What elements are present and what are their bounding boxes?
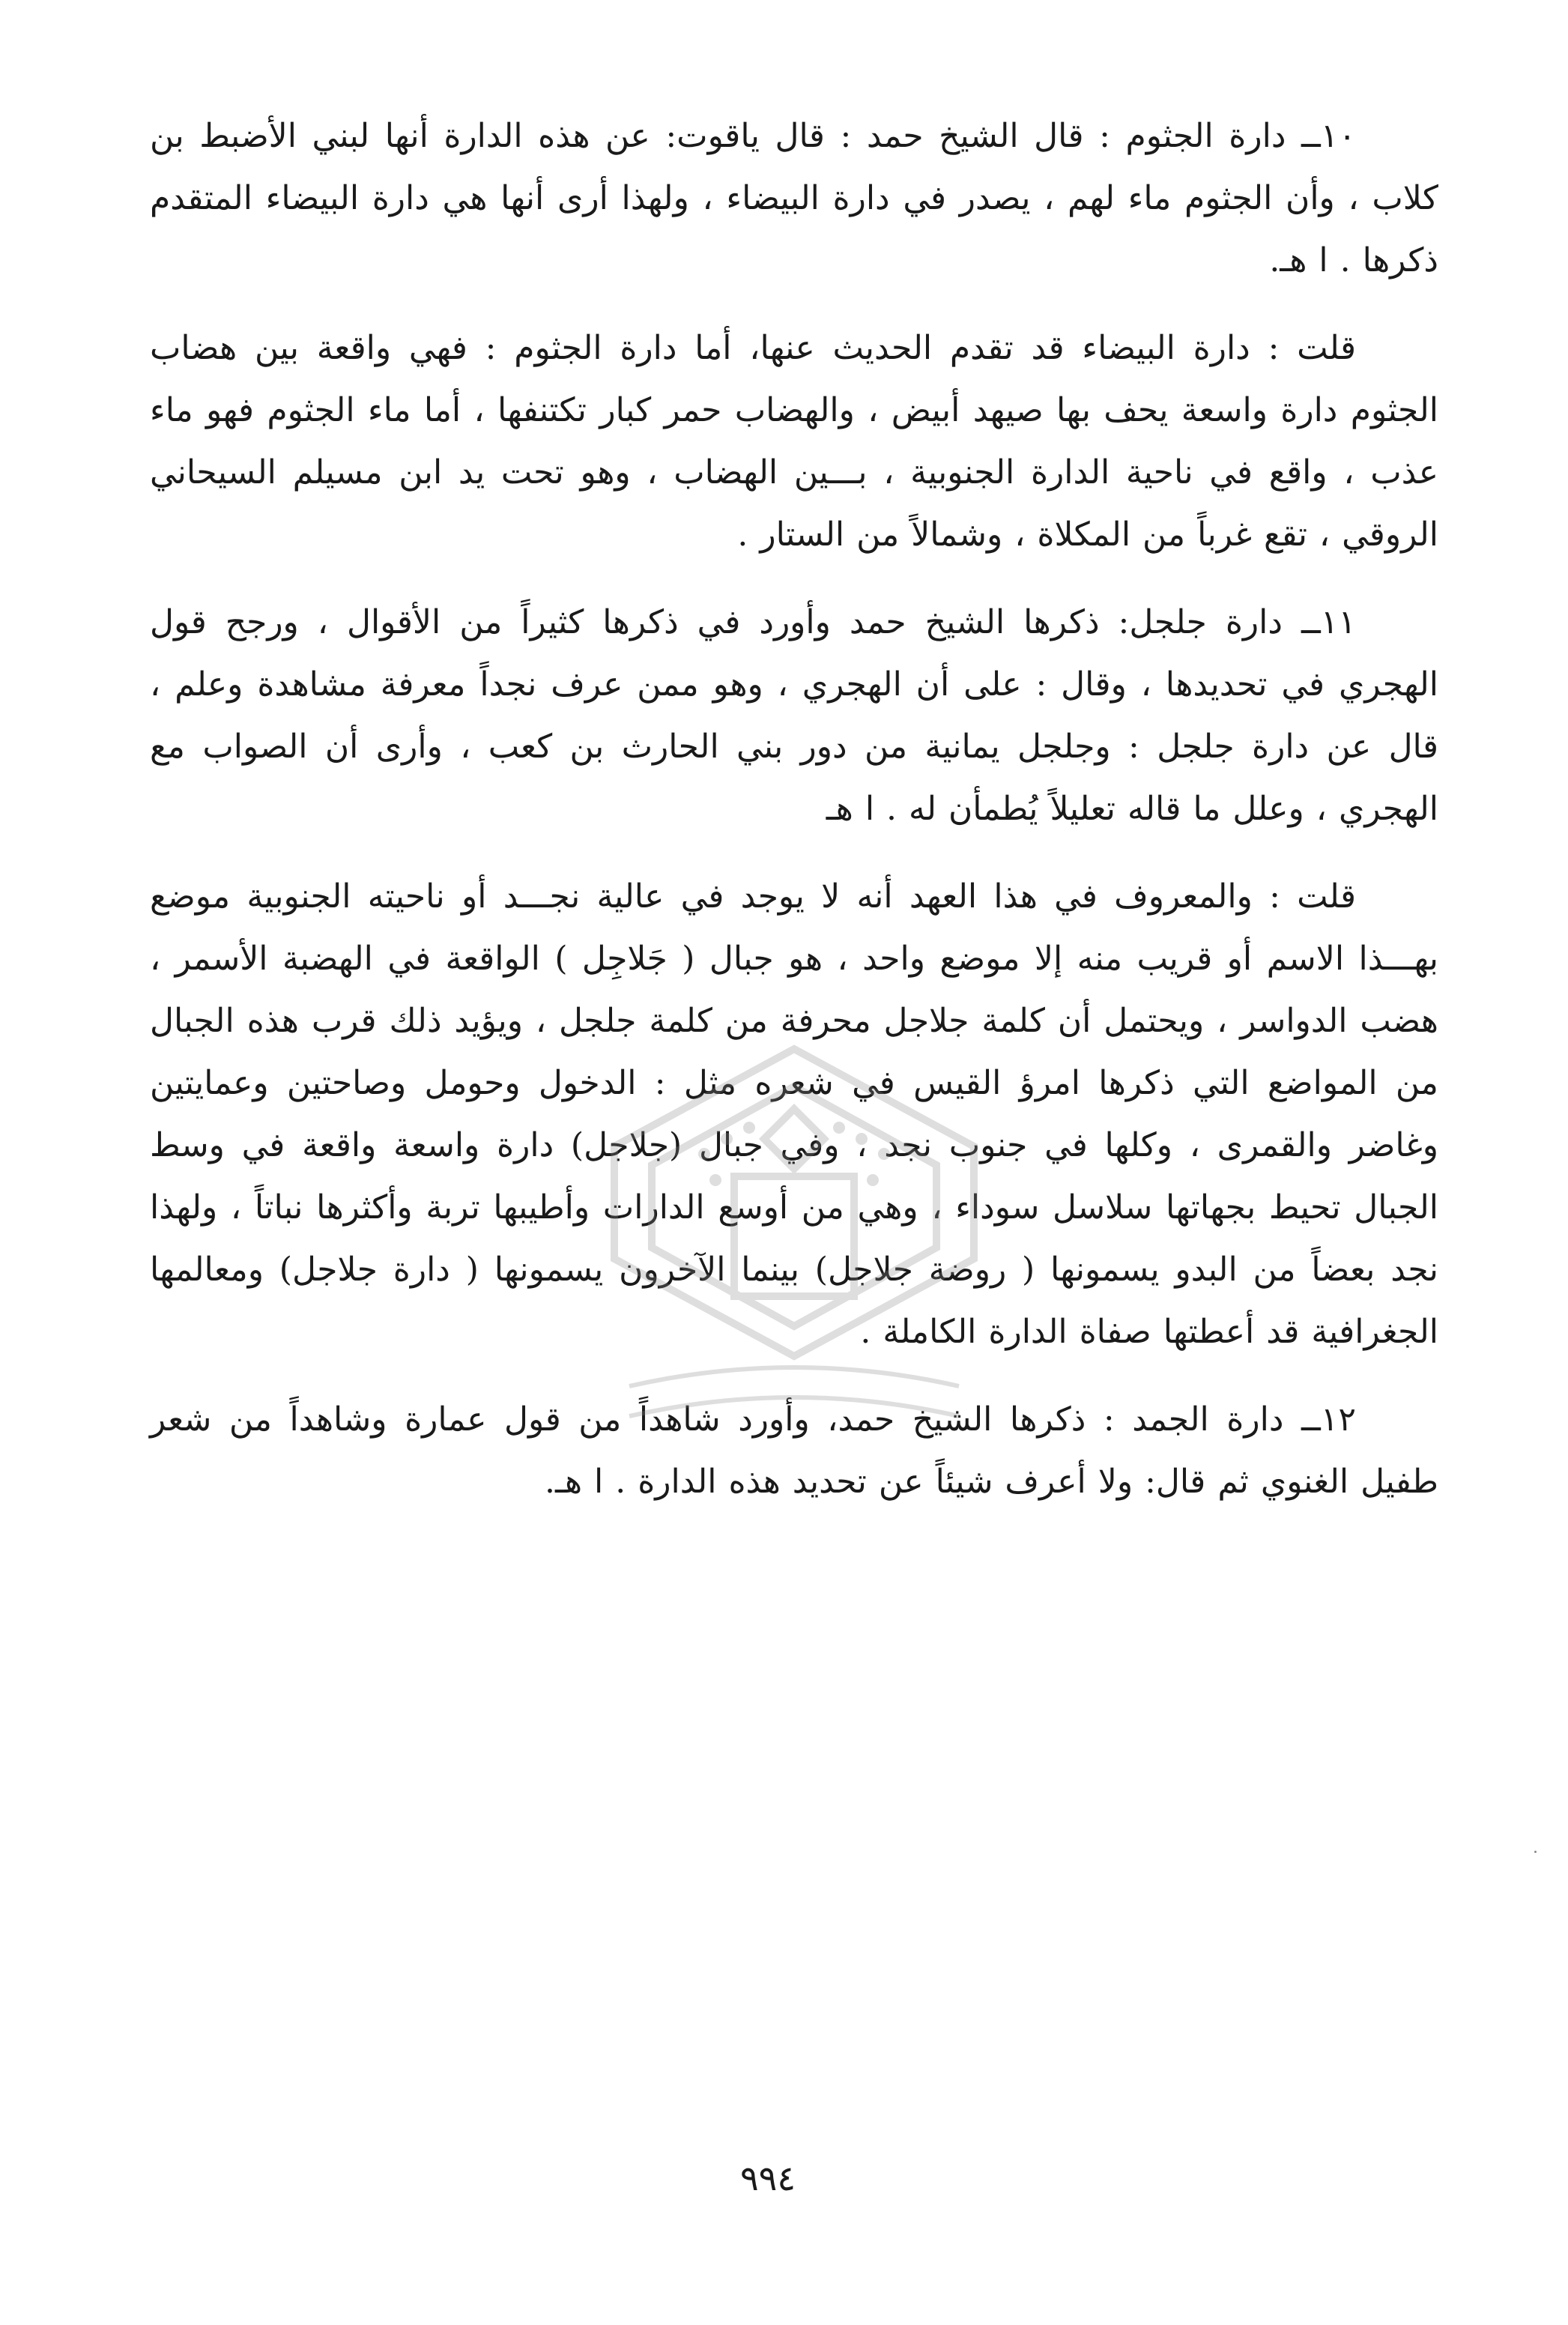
paragraph-daarat-al-jamd: ١٢ــ دارة الجمد : ذكرها الشيخ حمد، وأورد شاهداً من قول عمارة وشاهداً من شعر طفيل الغنوي ثم قال: ولا أعرف شيئاً عن تحديد هذه الدارة . ا هـ.: [150, 1400, 1438, 1501]
paragraph-commentary-jalajil: قلت : والمعروف في هذا العهد أنه لا يوجد في عالية نجـــد أو ناحيته الجنوبية موضع بهـــذا الاسم أو قريب منه إلا موضع واحد ، هو جبال ( جَلاجِل ) الواقعة في الهضبة الأسمر ، هضب الدواسر ، ويحتمل أن كلمة جلاجل محرفة من كلمة جلجل ، ويؤيد ذلك قرب هذه الجبال من المواضع التي ذكرها امرؤ القيس في شعره مثل : الدخول وحومل وصاحتين وعمايتين وغاضر والقمرى ، وكلها في جنوب نجد ، وفي جبال (جلاجل) دارة واسعة واقعة في وسط الجبال تحيط بجهاتها سلاسل سوداء ، وهي من أوسع الدارات وأطيبها تربة وأكثرها نباتاً ، ولهذا نجد بعضاً من البدو يسمونها ( روضة جلاجل) بينما الآخرون يسمونها ( دارة جلاجل) ومعالمها الجغرافية قد أعطتها صفاة الدارة الكاملة .: [150, 877, 1438, 1351]
paragraph-commentary-juthoom: قلت : دارة البيضاء قد تقدم الحديث عنها، أما دارة الجثوم : فهي واقعة بين هضاب الجثوم دارة واسعة يحف بها صيهد أبيض ، والهضاب حمر كبار تكتنفها ، أما ماء الجثوم فهو ماء عذب ، واقع في ناحية الدارة الجنوبية ، بـــين الهضاب ، وهو تحت يد ابن مسيلم السيحاني الروقي ، تقع غرباً من المكلاة ، وشمالاً من الستار .: [150, 329, 1438, 554]
page-number: ٩٩٤: [739, 2158, 796, 2198]
paragraph-daarat-juljul: ١١ــ دارة جلجل: ذكرها الشيخ حمد وأورد في ذكرها كثيراً من الأقوال ، ورجح قول الهجري في تحديدها ، وقال : على أن الهجري ، وهو ممن عرف نجداً معرفة مشاهدة وعلم ، قال عن دارة جلجل : وجلجل يمانية من دور بني الحارث بن كعب ، وأرى أن الصواب مع الهجري ، وعلل ما قاله تعليلاً يُطمأن له . ا هـ: [150, 603, 1438, 828]
library-seal-icon: [584, 1034, 1004, 1499]
scan-speck: [1534, 1851, 1537, 1853]
paragraph-daarat-al-juthoom: ١٠ــ دارة الجثوم : قال الشيخ حمد : قال ياقوت: عن هذه الدارة أنها لبني الأضبط بن كلاب ، وأن الجثوم ماء لهم ، يصدر في دارة البيضاء ، ولهذا أرى أنها هي دارة البيضاء المتقدم ذكرها . ا هـ.: [150, 117, 1438, 279]
